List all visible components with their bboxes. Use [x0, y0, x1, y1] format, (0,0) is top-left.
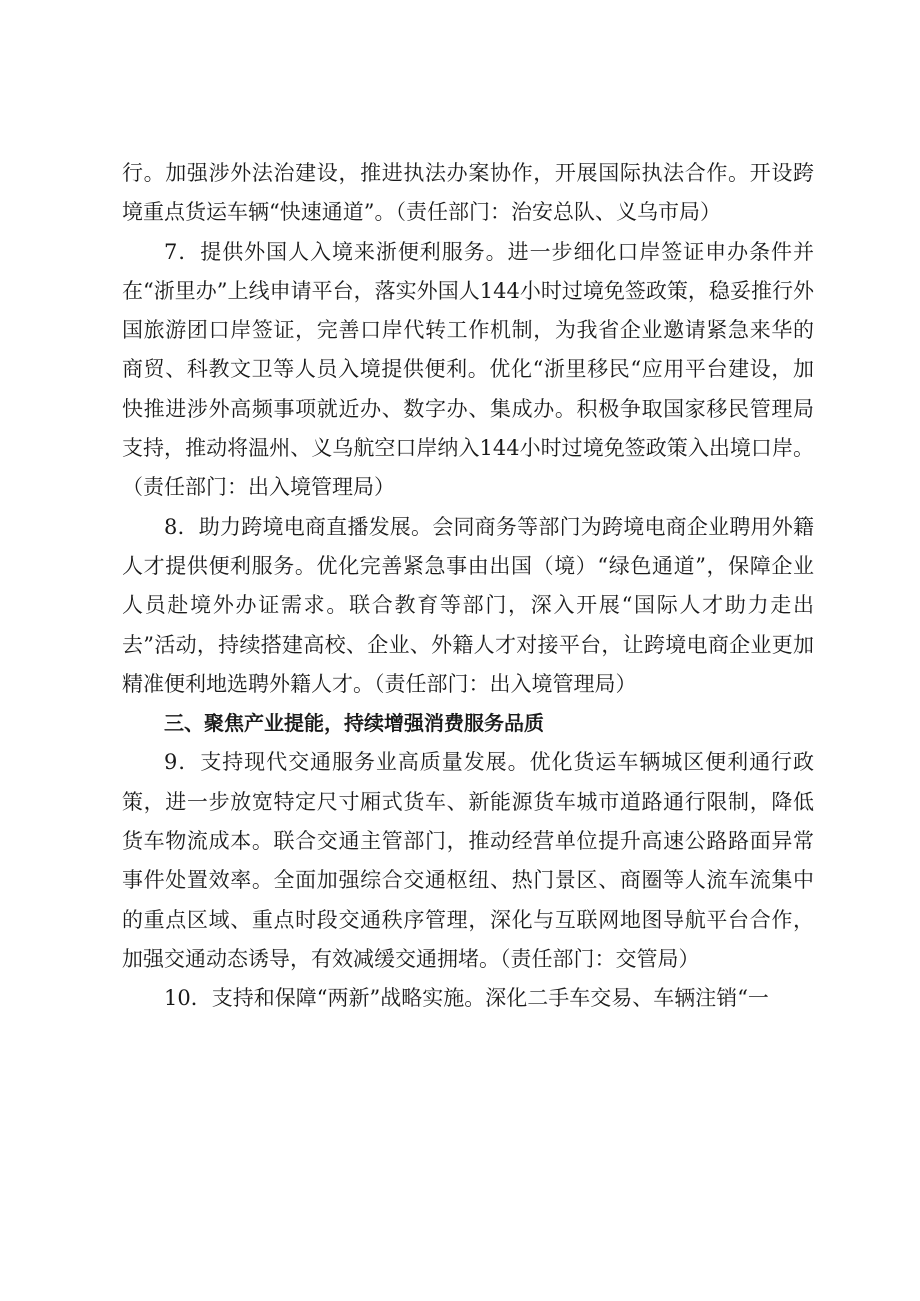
section-heading-3: 三、聚焦产业提能，持续增强消费服务品质 [164, 711, 544, 736]
document-body [122, 154, 814, 1019]
paragraph-item-9: 9．支持现代交通服务业高质量发展。优化货运车辆城区便利通行政策，进一步放宽特定尺寸厢式货车、新能源货车城市道路通行限制，降低货车物流成本。联合交通主管部门，推动经营单位提升高速公路路面异常事件处置效率。全面加强综合交通枢纽、热门景区、商圈等人流车流集中的重点区域、重点时段交通秩序管理，深化与互联网地图导航平台合作，加强交通动态诱导，有效减缓交通拥堵。（责任部门：交管局） [122, 750, 814, 971]
paragraph-item-8: 8．助力跨境电商直播发展。会同商务等部门为跨境电商企业聘用外籍人才提供便利服务。优化完善紧急事由出国（境）“绿色通道”，保障企业人员赴境外办证需求。联合教育等部门，深入开展“国际人才助力走出去”活动，持续搭建高校、企业、外籍人才对接平台，让跨境电商企业更加精准便利地选聘外籍人才。（责任部门：出入境管理局） [122, 514, 814, 696]
paragraph-item-10: 10．支持和保障“两新”战略实施。深化二手车交易、车辆注销“一 [164, 986, 769, 1011]
paragraph-item-7: 7．提供外国人入境来浙便利服务。进一步细化口岸签证申办条件并在“浙里办”上线申请平台，落实外国人144小时过境免签政策，稳妥推行外国旅游团口岸签证，完善口岸代转工作机制，为我省企业邀请紧急来华的商贸、科教文卫等人员入境提供便利。优化“浙里移民“应用平台建设，加快推进涉外高频事项就近办、数字办、集成办。积极争取国家移民管理局支持，推动将温州、义乌航空口岸纳入144小时过境免签政策入出境口岸。（责任部门：出入境管理局） [122, 239, 814, 500]
paragraph-continuation: 行。加强涉外法治建设，推进执法办案协作，开展国际执法合作。开设跨境重点货运车辆“快速通道”。（责任部门：治安总队、义乌市局） [122, 161, 814, 225]
